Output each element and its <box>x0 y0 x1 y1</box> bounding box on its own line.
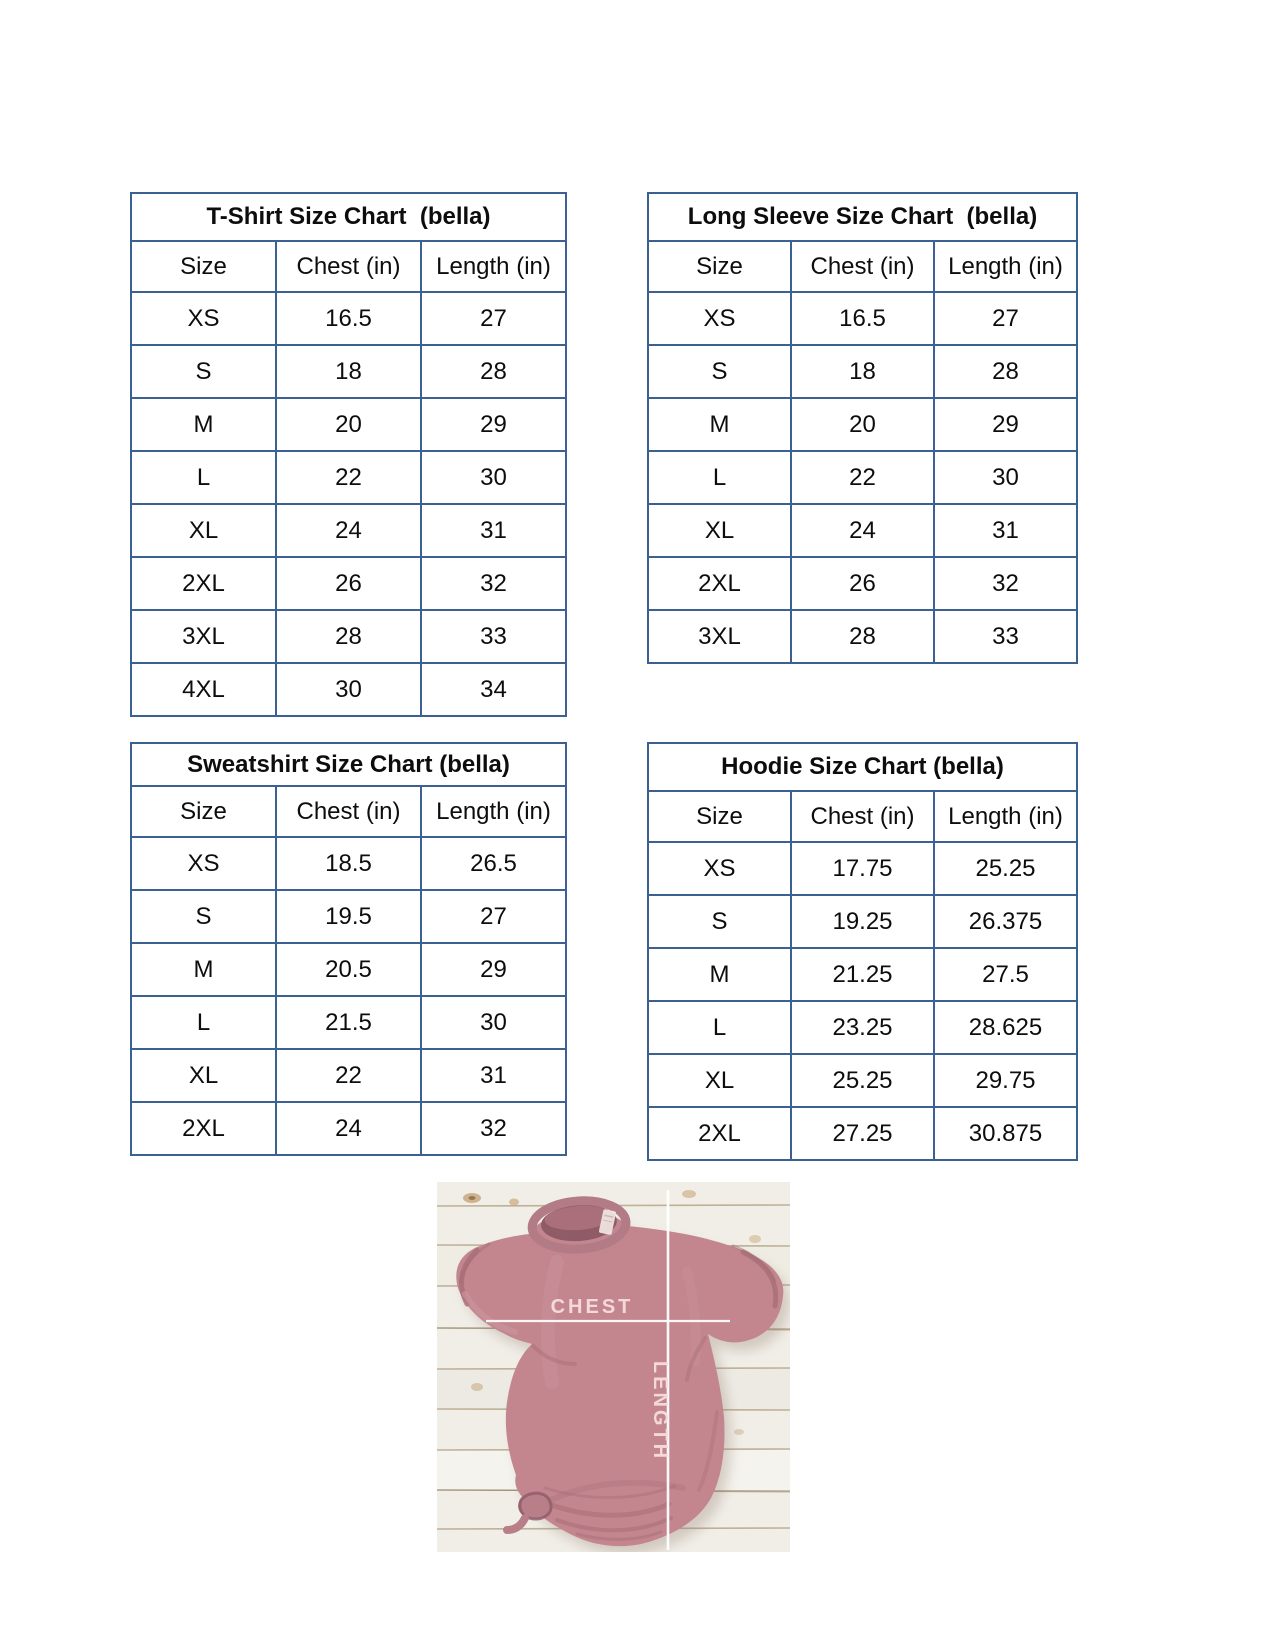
column-header-chest: Chest (in) <box>276 241 421 292</box>
table-header-row <box>131 241 566 292</box>
size-cell: 3XL <box>648 610 791 663</box>
table-header-row <box>648 241 1077 292</box>
size-row <box>648 1001 1077 1054</box>
size-row <box>131 557 566 610</box>
size-cell: 3XL <box>131 610 276 663</box>
size-cell: S <box>648 345 791 398</box>
length-cell: 31 <box>934 504 1077 557</box>
size-cell: XS <box>648 292 791 345</box>
size-cell: S <box>131 890 276 943</box>
chest-cell: 26 <box>276 557 421 610</box>
size-row <box>648 1054 1077 1107</box>
tshirt-table-title: T-Shirt Size Chart (bella) <box>131 193 566 241</box>
length-cell: 27 <box>934 292 1077 345</box>
chest-cell: 30 <box>276 663 421 716</box>
size-row <box>648 557 1077 610</box>
column-header-length: Length (in) <box>421 786 566 837</box>
size-cell: XS <box>648 842 791 895</box>
size-row <box>131 663 566 716</box>
size-row <box>648 451 1077 504</box>
sweatshirt-size-table <box>130 742 567 1156</box>
chest-cell: 20.5 <box>276 943 421 996</box>
chest-cell: 24 <box>276 504 421 557</box>
length-cell: 32 <box>934 557 1077 610</box>
table-title-row <box>648 743 1077 791</box>
size-cell: XL <box>131 504 276 557</box>
size-cell: XS <box>131 292 276 345</box>
length-cell: 26.375 <box>934 895 1077 948</box>
chest-cell: 23.25 <box>791 1001 934 1054</box>
column-header-chest: Chest (in) <box>791 791 934 842</box>
size-row <box>131 1049 566 1102</box>
size-cell: L <box>131 451 276 504</box>
size-row <box>131 345 566 398</box>
hoodie-size-table <box>647 742 1078 1161</box>
chest-cell: 20 <box>276 398 421 451</box>
shirt-measurement-photo <box>437 1182 790 1552</box>
size-row <box>131 996 566 1049</box>
chest-cell: 22 <box>791 451 934 504</box>
size-row <box>648 292 1077 345</box>
length-cell: 31 <box>421 1049 566 1102</box>
column-header-size: Size <box>131 241 276 292</box>
size-row <box>131 943 566 996</box>
length-cell: 28 <box>421 345 566 398</box>
column-header-chest: Chest (in) <box>791 241 934 292</box>
chest-cell: 24 <box>276 1102 421 1155</box>
chest-cell: 17.75 <box>791 842 934 895</box>
length-cell: 29 <box>934 398 1077 451</box>
size-cell: L <box>648 451 791 504</box>
chest-cell: 21.25 <box>791 948 934 1001</box>
size-row <box>648 504 1077 557</box>
size-cell: XL <box>648 504 791 557</box>
length-cell: 26.5 <box>421 837 566 890</box>
length-cell: 30 <box>934 451 1077 504</box>
chest-cell: 18.5 <box>276 837 421 890</box>
chest-cell: 26 <box>791 557 934 610</box>
chest-cell: 25.25 <box>791 1054 934 1107</box>
chest-cell: 27.25 <box>791 1107 934 1160</box>
length-cell: 31 <box>421 504 566 557</box>
long-sleeve-table <box>647 192 1078 664</box>
length-cell: 32 <box>421 1102 566 1155</box>
size-row <box>131 1102 566 1155</box>
size-row <box>648 895 1077 948</box>
chest-cell: 16.5 <box>791 292 934 345</box>
chest-cell: 24 <box>791 504 934 557</box>
size-row <box>648 1107 1077 1160</box>
size-cell: 4XL <box>131 663 276 716</box>
length-cell: 29 <box>421 943 566 996</box>
table-title-row <box>131 193 566 241</box>
length-cell: 30.875 <box>934 1107 1077 1160</box>
chest-cell: 21.5 <box>276 996 421 1049</box>
size-cell: XL <box>648 1054 791 1107</box>
length-cell: 30 <box>421 451 566 504</box>
size-row <box>131 292 566 345</box>
column-header-length: Length (in) <box>421 241 566 292</box>
size-cell: M <box>131 943 276 996</box>
size-row <box>648 345 1077 398</box>
chest-cell: 22 <box>276 1049 421 1102</box>
chest-cell: 18 <box>276 345 421 398</box>
tshirt-table <box>130 192 567 717</box>
length-cell: 28.625 <box>934 1001 1077 1054</box>
length-cell: 33 <box>934 610 1077 663</box>
table-header-row <box>648 791 1077 842</box>
size-cell: S <box>131 345 276 398</box>
length-cell: 34 <box>421 663 566 716</box>
size-cell: M <box>131 398 276 451</box>
size-cell: XL <box>131 1049 276 1102</box>
size-row <box>131 504 566 557</box>
size-row <box>131 837 566 890</box>
tshirt-size-table <box>130 192 567 717</box>
chest-cell: 16.5 <box>276 292 421 345</box>
length-cell: 29 <box>421 398 566 451</box>
size-cell: S <box>648 895 791 948</box>
length-cell: 29.75 <box>934 1054 1077 1107</box>
size-row <box>131 451 566 504</box>
column-header-length: Length (in) <box>934 241 1077 292</box>
sweatshirt-table <box>130 742 567 1156</box>
column-header-size: Size <box>648 241 791 292</box>
long-sleeve-table-title: Long Sleeve Size Chart (bella) <box>648 193 1077 241</box>
chest-cell: 19.25 <box>791 895 934 948</box>
column-header-length: Length (in) <box>934 791 1077 842</box>
length-cell: 28 <box>934 345 1077 398</box>
size-row <box>648 842 1077 895</box>
length-label: LENGTH <box>649 1360 671 1462</box>
sweatshirt-table-title: Sweatshirt Size Chart (bella) <box>131 743 566 786</box>
size-cell: 2XL <box>131 557 276 610</box>
long-sleeve-size-table <box>647 192 1078 664</box>
size-row <box>648 398 1077 451</box>
size-cell: L <box>131 996 276 1049</box>
chest-cell: 20 <box>791 398 934 451</box>
table-header-row <box>131 786 566 837</box>
length-cell: 30 <box>421 996 566 1049</box>
size-cell: M <box>648 948 791 1001</box>
table-title-row <box>131 743 566 786</box>
hoodie-table-title: Hoodie Size Chart (bella) <box>648 743 1077 791</box>
length-cell: 27 <box>421 292 566 345</box>
table-title-row <box>648 193 1077 241</box>
length-cell: 33 <box>421 610 566 663</box>
column-header-size: Size <box>131 786 276 837</box>
size-row <box>131 610 566 663</box>
chest-cell: 19.5 <box>276 890 421 943</box>
chest-cell: 28 <box>791 610 934 663</box>
chest-cell: 18 <box>791 345 934 398</box>
size-cell: M <box>648 398 791 451</box>
hoodie-table <box>647 742 1078 1161</box>
size-cell: 2XL <box>648 557 791 610</box>
size-cell: 2XL <box>131 1102 276 1155</box>
size-row <box>648 948 1077 1001</box>
size-cell: L <box>648 1001 791 1054</box>
length-cell: 25.25 <box>934 842 1077 895</box>
size-cell: XS <box>131 837 276 890</box>
length-cell: 32 <box>421 557 566 610</box>
chest-cell: 28 <box>276 610 421 663</box>
chest-label: CHEST <box>550 1296 634 1318</box>
size-cell: 2XL <box>648 1107 791 1160</box>
column-header-chest: Chest (in) <box>276 786 421 837</box>
length-cell: 27.5 <box>934 948 1077 1001</box>
size-row <box>131 890 566 943</box>
size-row <box>131 398 566 451</box>
length-cell: 27 <box>421 890 566 943</box>
column-header-size: Size <box>648 791 791 842</box>
chest-cell: 22 <box>276 451 421 504</box>
size-row <box>648 610 1077 663</box>
